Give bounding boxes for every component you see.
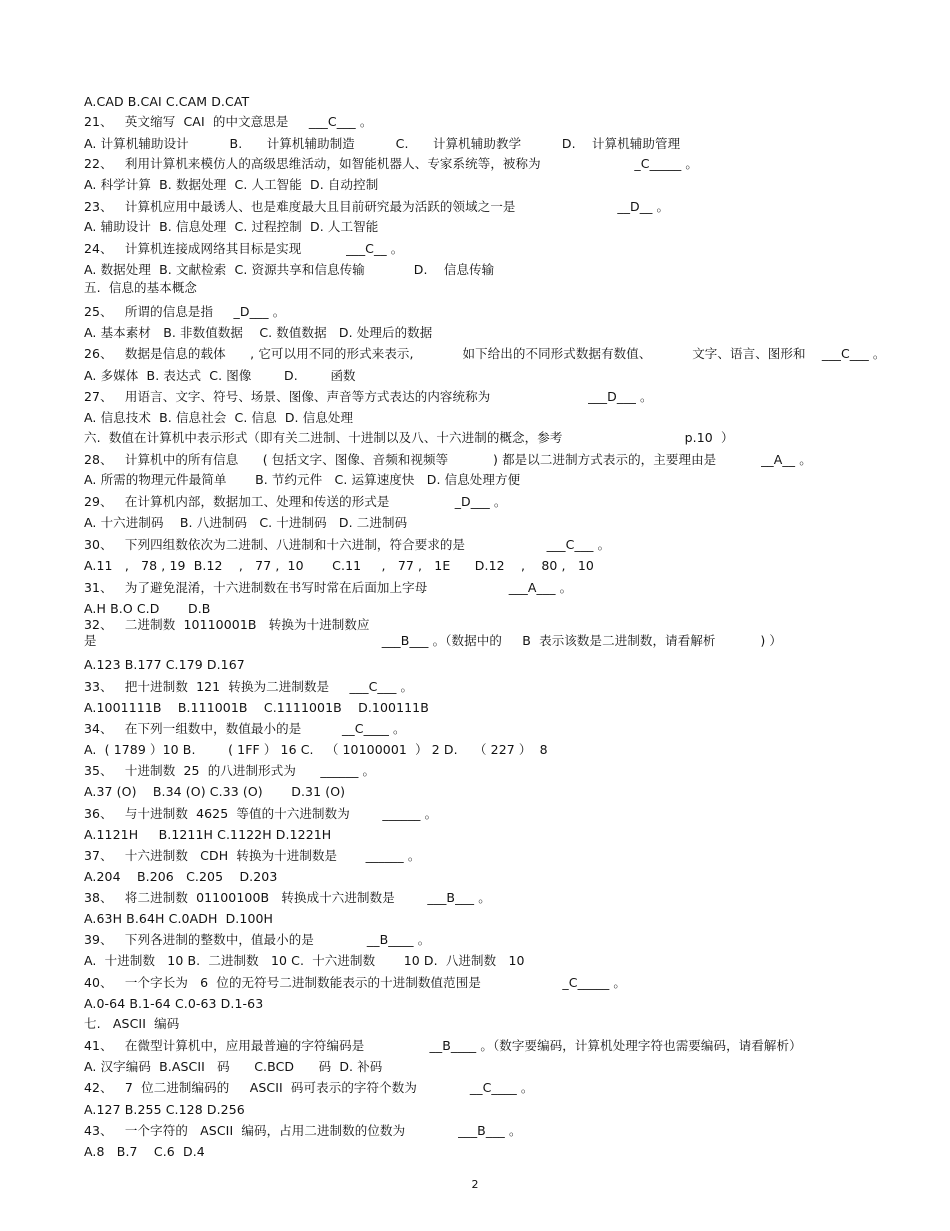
text-line: A. 所需的物理元件最简单 B. 节约元件 C. 运算速度快 D. 信息处理方便 — [84, 472, 521, 487]
text-line: 27、 用语言、文字、符号、场景、图像、声音等方式表达的内容统称为 ___D___ 。 — [84, 389, 653, 404]
text-line: 38、 将二进制数 01100100B 转换成十六进制数是 ___B___ 。 — [84, 890, 491, 905]
text-line: A. 十进制数 10 B. 二进制数 10 C. 十六进制数 10 D. 八进制数 10 — [84, 953, 525, 968]
text-line: 41、 在微型计算机中，应用最普遍的字符编码是 __B____ 。（数字要编码，计算机处理字符也需要编码，请看解析） — [84, 1038, 802, 1053]
text-line: A. ( 1789 ）10 B. ( 1FF ） 16 C. （ 10100001 ） 2 D. （ 227 ） 8 — [84, 742, 548, 757]
text-line: 42、 7 位二进制编码的 ASCII 码可表示的字符个数为 __C____ 。 — [84, 1080, 534, 1095]
section-heading: 五. 信息的基本概念 — [84, 280, 198, 295]
section-heading: 七. ASCII 编码 — [84, 1016, 180, 1031]
text-line: A.204 B.206 C.205 D.203 — [84, 869, 278, 884]
text-line: 35、 十进制数 25 的八进制形式为 ______ 。 — [84, 763, 376, 778]
text-line: A. 汉字编码 B.ASCII 码 C.BCD 码 D. 补码 — [84, 1059, 383, 1074]
text-line: A. 多媒体 B. 表达式 C. 图像 D. 函数 — [84, 368, 356, 383]
text-line: A.1001111B B.111001B C.1111001B D.100111B — [84, 700, 429, 715]
text-line: 34、 在下列一组数中，数值最小的是 __C____ 。 — [84, 721, 406, 736]
text-line: 43、 一个字符的 ASCII 编码，占用二进制数的位数为 ___B___ 。 — [84, 1123, 522, 1138]
text-line: 28、 计算机中的所有信息 ( 包括文字、图像、音频和视频等 ) 都是以二进制方式表示的，主要理由是 __A__ 。 — [84, 452, 812, 467]
text-line: A. 信息技术 B. 信息社会 C. 信息 D. 信息处理 — [84, 410, 354, 425]
text-line: A.1121H B.1211H C.1122H D.1221H — [84, 827, 332, 842]
text-line: A. 数据处理 B. 文献检索 C. 资源共享和信息传输 D. 信息传输 — [84, 262, 495, 277]
text-line: 22、 利用计算机来模仿人的高级思维活动，如智能机器人、专家系统等，被称为 _C_____ 。 — [84, 156, 699, 171]
text-line: 33、 把十进制数 121 转换为二进制数是 ___C___ 。 — [84, 679, 414, 694]
text-line: A.11 , 78 , 19 B.12 , 77 , 10 C.11 , 77 , 1E D.12 , 80 , 10 — [84, 558, 594, 573]
text-line: A.8 B.7 C.6 D.4 — [84, 1144, 205, 1159]
text-line: A.CAD B.CAI C.CAM D.CAT — [84, 94, 250, 109]
text-line: A. 科学计算 B. 数据处理 C. 人工智能 D. 自动控制 — [84, 177, 379, 192]
text-line: A. 基本素材 B. 非数值数据 C. 数值数据 D. 处理后的数据 — [84, 325, 433, 340]
text-line: 24、 计算机连接成网络其目标是实现 ___C__ 。 — [84, 241, 404, 256]
text-line: 36、 与十进制数 4625 等值的十六进制数为 ______ 。 — [84, 806, 438, 821]
text-line: A.63H B.64H C.0ADH D.100H — [84, 911, 274, 926]
text-line: A.123 B.177 C.179 D.167 — [84, 657, 245, 672]
text-line: A. 十六进制码 B. 八进制码 C. 十进制码 D. 二进制码 — [84, 515, 408, 530]
text-line: A. 辅助设计 B. 信息处理 C. 过程控制 D. 人工智能 — [84, 219, 379, 234]
text-line: 32、 二进制数 10110001B 转换为十进制数应 — [84, 617, 370, 632]
text-line: 40、 一个字长为 6 位的无符号二进制数能表示的十进制数值范围是 _C_____ 。 — [84, 975, 627, 990]
text-line: 39、 下列各进制的整数中，值最小的是 __B____ 。 — [84, 932, 431, 947]
text-line: 是 ___B___ 。（数据中的 B 表示该数是二进制数，请看解析 ) ） — [84, 633, 782, 648]
text-line: 30、 下列四组数依次为二进制、八进制和十六进制，符合要求的是 ___C___ 。 — [84, 537, 611, 552]
text-line: 21、 英文缩写 CAI 的中文意思是 ___C___ 。 — [84, 114, 373, 129]
section-heading: 六. 数值在计算机中表示形式（即有关二进制、十进制以及八、十六进制的概念，参考 p.10 ） — [84, 430, 734, 445]
text-line: A.37 (O) B.34 (O) C.33 (O) D.31 (O) — [84, 784, 346, 799]
text-line: A.H B.O C.D D.B — [84, 601, 211, 616]
text-line: 26、 数据是信息的载体 , 它可以用不同的形式来表示, 如下给出的不同形式数据有数值、 文字、语言、图形和 ___C___ 。 — [84, 346, 886, 361]
text-line: 31、 为了避免混淆，十六进制数在书写时常在后面加上字母 ___A___ 。 — [84, 580, 573, 595]
text-line: 23、 计算机应用中最诱人、也是难度最大且目前研究最为活跃的领域之一是 __D__ 。 — [84, 199, 670, 214]
text-line: 25、 所谓的信息是指 _D___ 。 — [84, 304, 286, 319]
text-line: A.0-64 B.1-64 C.0-63 D.1-63 — [84, 996, 264, 1011]
page-number: 2 — [471, 1178, 479, 1191]
text-line: 29、 在计算机内部，数据加工、处理和传送的形式是 _D___ 。 — [84, 494, 507, 509]
text-line: 37、 十六进制数 CDH 转换为十进制数是 ______ 。 — [84, 848, 421, 863]
text-line: A. 计算机辅助设计 B. 计算机辅助制造 C. 计算机辅助教学 D. 计算机辅助管理 — [84, 136, 681, 151]
text-line: A.127 B.255 C.128 D.256 — [84, 1102, 245, 1117]
